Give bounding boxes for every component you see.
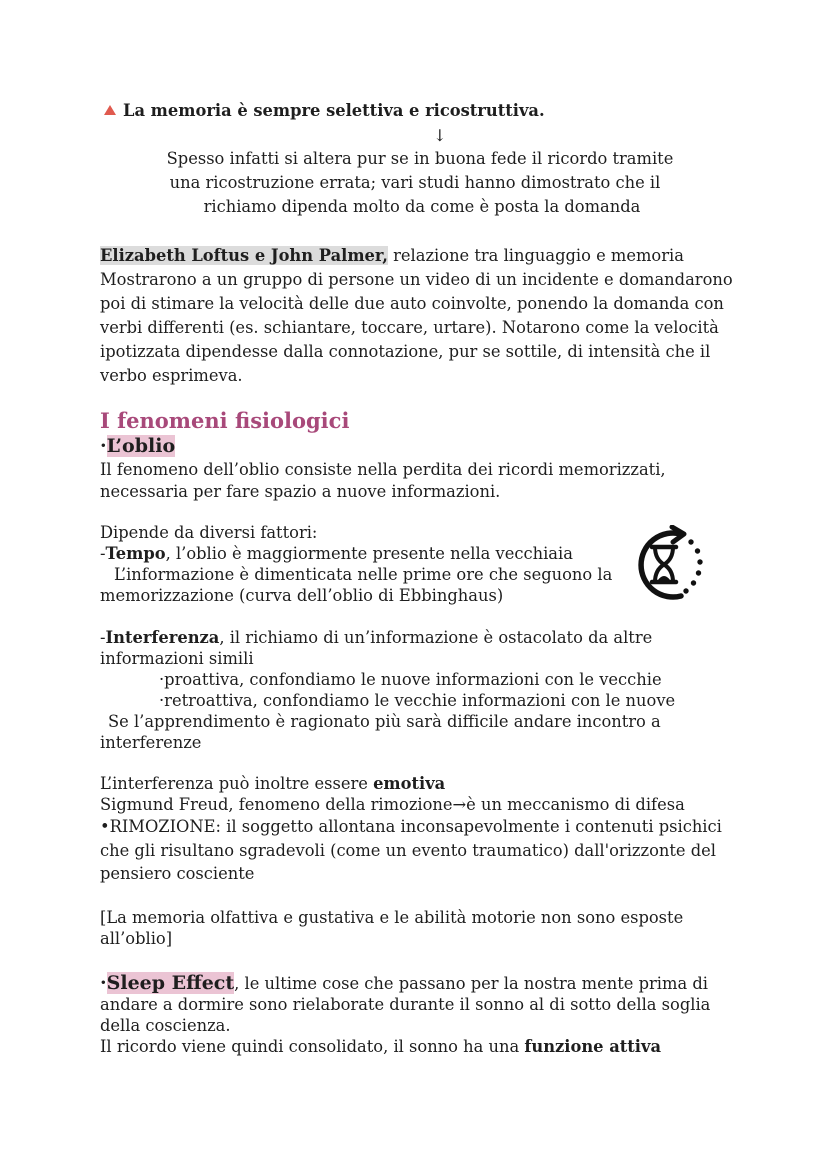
rimozione-line-1: •RIMOZIONE: il soggetto allontana inconsapevolmente i contenuti psichici (100, 817, 722, 836)
interferenza-dash: - (100, 628, 106, 647)
sleep-last-line (100, 1036, 661, 1057)
apprendimento-line-1: Se l’apprendimento è ragionato più sarà difficile andare incontro a (108, 712, 661, 731)
oblio-heading (100, 434, 175, 458)
note-line-1: [La memoria olfattiva e gustativa e le abilità motorie non sono esposte (100, 908, 684, 927)
sleep-line (100, 971, 708, 995)
oblio-title: L’oblio (106, 435, 176, 457)
emotiva-line (100, 773, 445, 794)
section-title: I fenomeni fisiologici (100, 408, 350, 433)
oblio-def-line-2: necessaria per fare spazio a nuove informazioni. (100, 482, 501, 501)
tempo-label: Tempo (105, 544, 166, 563)
loftus-title (100, 245, 684, 266)
loftus-line-4: ipotizzata dipendesse dalla connotazione, pur se sottile, di intensità che il (100, 342, 711, 361)
loftus-line-3: verbi differenti (es. schiantare, toccare, urtare). Notarono come la velocità (100, 318, 719, 337)
intro-line-3: richiamo dipenda molto da come è posta la domanda (203, 197, 641, 216)
note-line-2: all’oblio] (100, 929, 173, 948)
loftus-line-2: poi di stimare la velocità delle due auto coinvolte, ponendo la domanda con (100, 294, 724, 313)
sleep-title: Sleep Effect (106, 972, 235, 994)
oblio-bullet: · (100, 435, 107, 457)
sleep-last-bold: funzione attiva (524, 1037, 661, 1056)
proattiva-item: ·proattiva, confondiamo le nuove informazioni con le vecchie (159, 670, 662, 689)
down-arrow: ↓ (433, 126, 447, 145)
sleep-line-3: della coscienza. (100, 1016, 231, 1035)
tempo-line (100, 543, 573, 564)
apprendimento-line-2: interferenze (100, 733, 202, 752)
intro-line-1: Spesso infatti si altera pur se in buona fede il ricordo tramite (166, 149, 674, 168)
loftus-line-1: Mostrarono a un gruppo di persone un video di un incidente e domandarono (100, 270, 733, 289)
sleep-bullet: · (100, 972, 107, 994)
tempo-line-2: L’informazione è dimenticata nelle prime ore che seguono la (114, 565, 613, 584)
intro-statement: La memoria è sempre selettiva e ricostruttiva. (123, 101, 545, 120)
interferenza-line-2: informazioni simili (100, 649, 254, 668)
emotiva-pre: L’interferenza può inoltre essere (100, 774, 374, 793)
sleep-last-pre: Il ricordo viene quindi consolidato, il sonno ha una (100, 1037, 525, 1056)
factors-intro: Dipende da diversi fattori: (100, 523, 318, 542)
oblio-def-line-1: Il fenomeno dell’oblio consiste nella perdita dei ricordi memorizzati, (100, 460, 666, 479)
rimozione-line-3: pensiero cosciente (100, 864, 255, 883)
interferenza-line (100, 627, 652, 648)
interferenza-label: Interferenza (105, 628, 220, 647)
intro-line-2: una ricostruzione errata; vari studi hanno dimostrato che il (169, 173, 661, 192)
sleep-line-2: andare a dormire sono rielaborate durante il sonno al di sotto della soglia (100, 995, 711, 1014)
intro-statement-line (104, 100, 545, 121)
sleep-rest: , le ultime cose che passano per la nostra mente prima di (234, 974, 708, 993)
retroattiva-item: ·retroattiva, confondiamo le vecchie informazioni con le nuove (159, 691, 676, 710)
tempo-rest: , l’oblio è maggiormente presente nella vecchiaia (165, 544, 573, 563)
tempo-line-3: memorizzazione (curva dell’oblio di Ebbinghaus) (100, 586, 504, 605)
emotiva-bold: emotiva (373, 774, 446, 793)
loftus-line-5: verbo esprimeva. (100, 366, 243, 385)
tempo-dash: - (100, 544, 106, 563)
freud-line: Sigmund Freud, fenomeno della rimozione→è un meccanismo di difesa (100, 795, 685, 814)
loftus-names: Elizabeth Loftus e John Palmer, (100, 246, 388, 265)
warning-triangle-icon (104, 105, 116, 115)
rimozione-line-2: che gli risultano sgradevoli (come un evento traumatico) dall'orizzonte del (100, 841, 716, 860)
loftus-title-rest: relazione tra linguaggio e memoria (387, 246, 684, 265)
interferenza-rest: , il richiamo di un’informazione è ostacolato da altre (219, 628, 653, 647)
hourglass-timer-icon (628, 525, 706, 603)
